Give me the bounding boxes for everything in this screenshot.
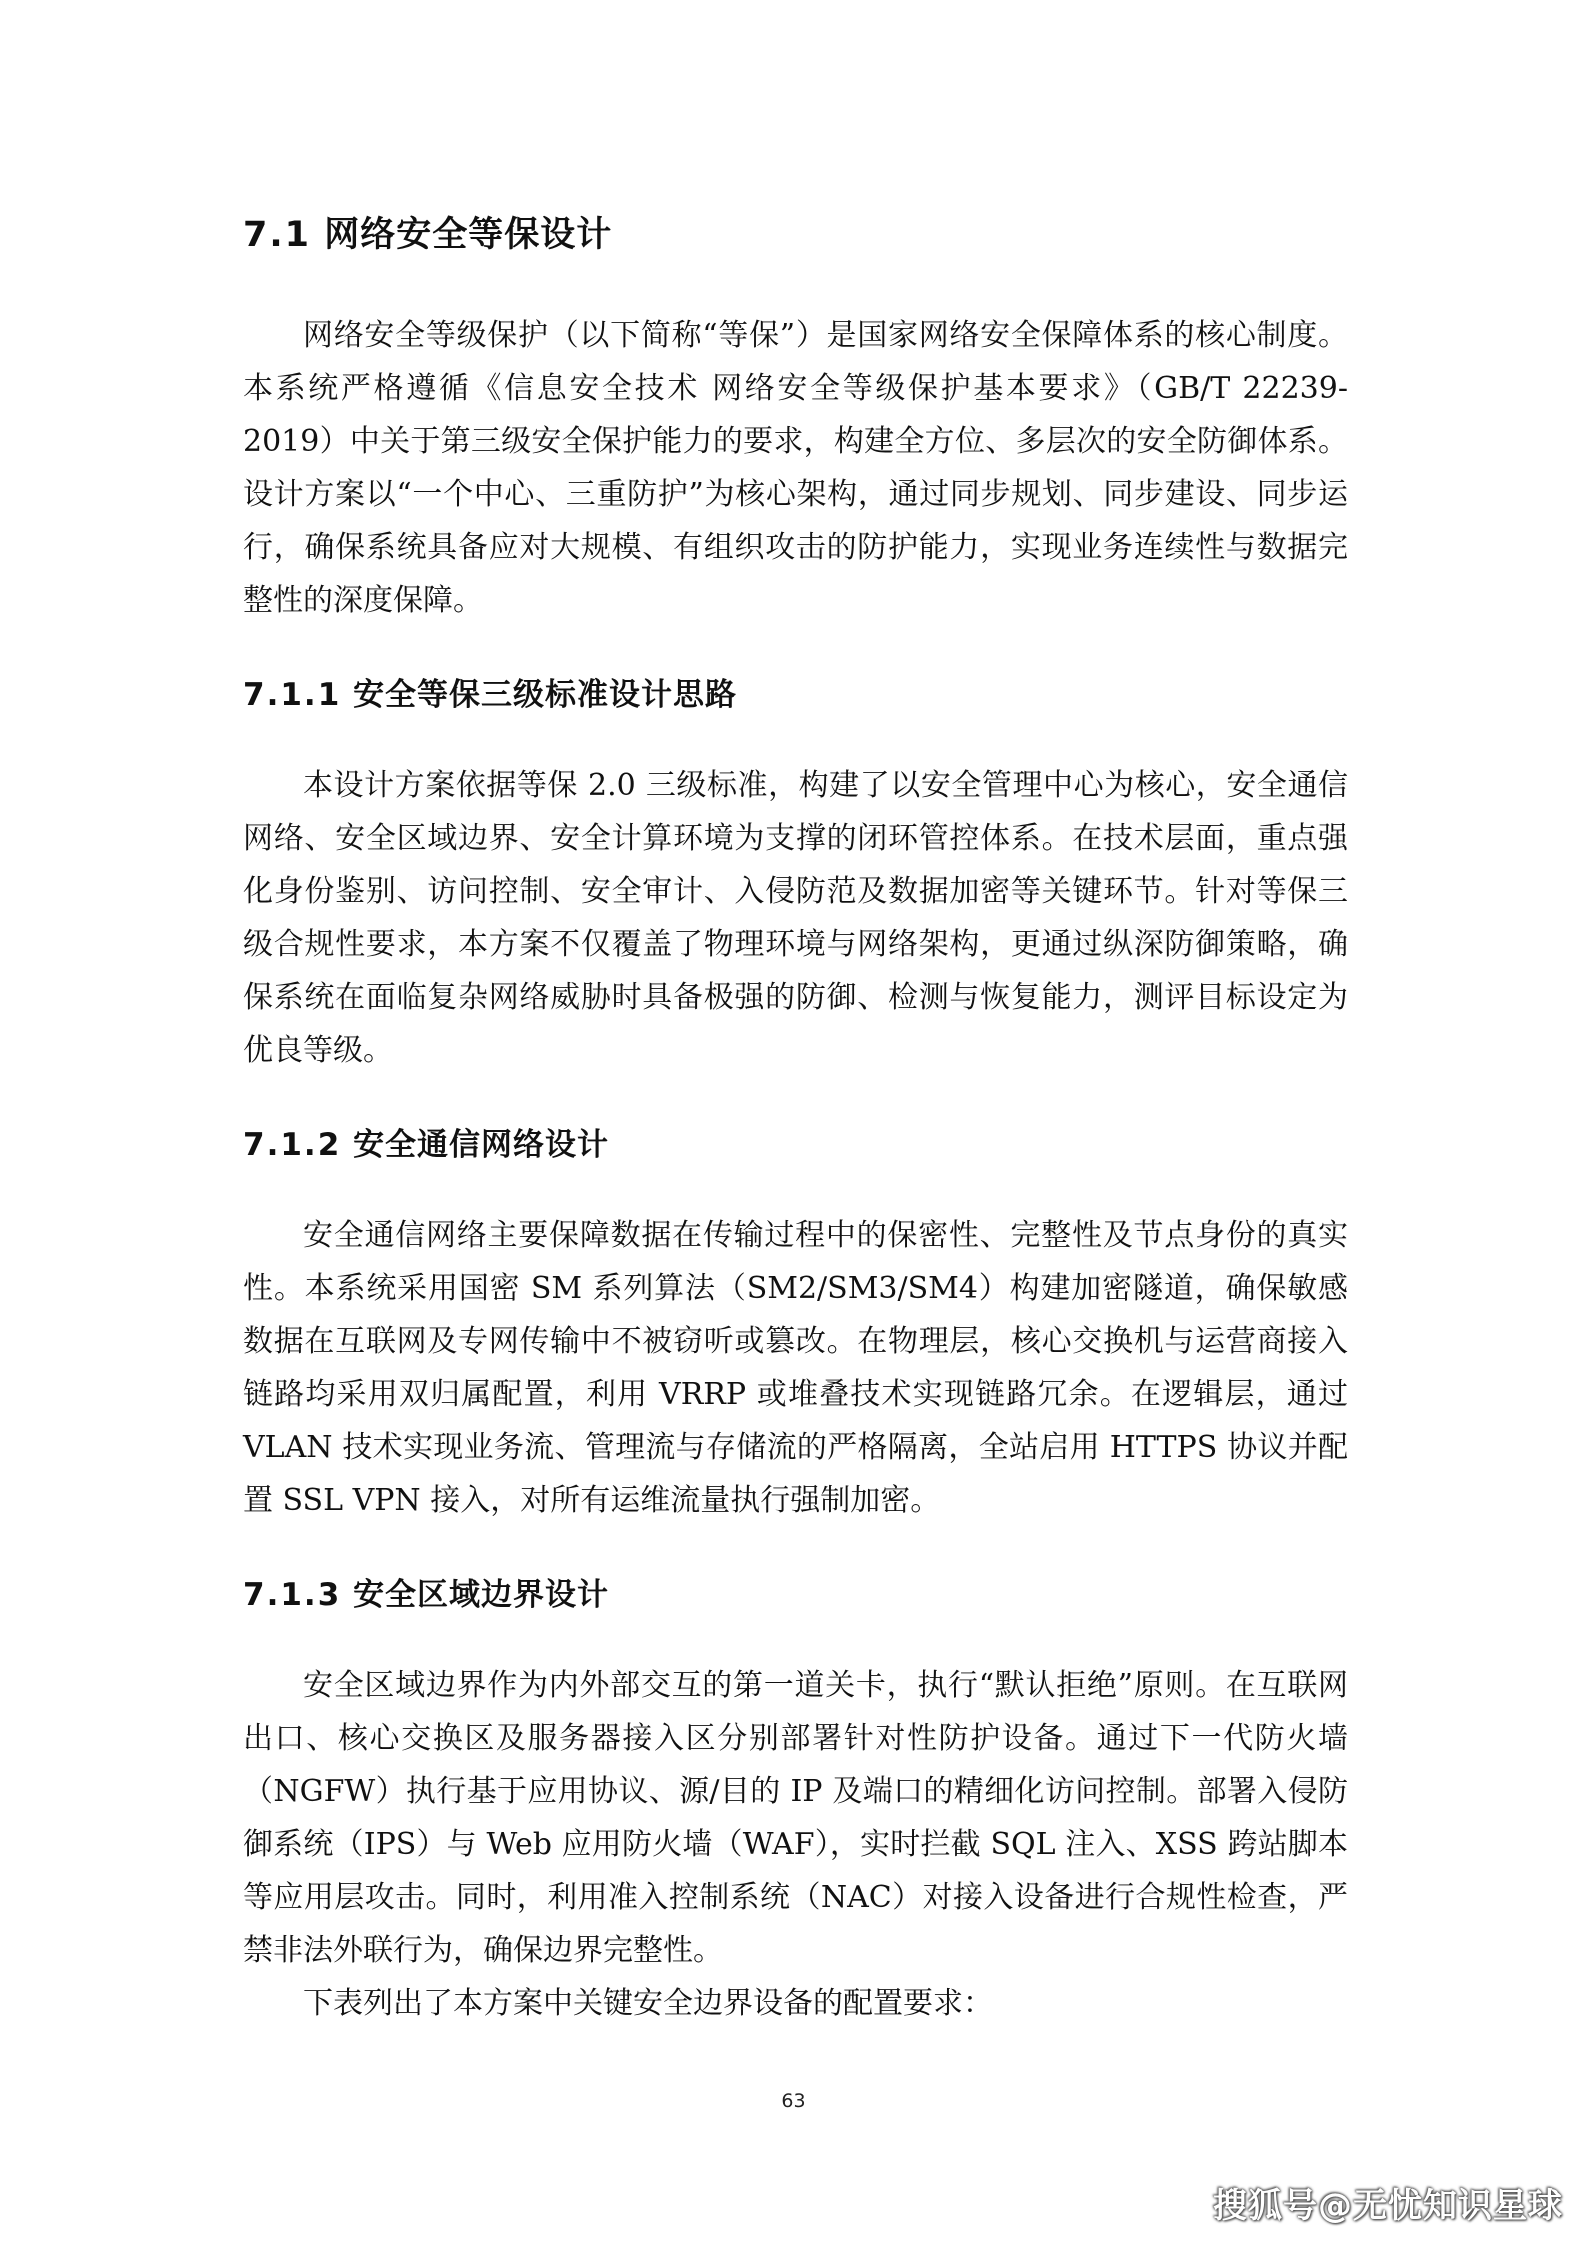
subsection-heading-7-1-1 xyxy=(243,667,1348,723)
page-number: 63 xyxy=(781,2090,806,2112)
watermark: 搜狐号@无忧知识星球 xyxy=(1213,2186,1563,2226)
subsection-title: 安全通信网络设计 xyxy=(353,1127,610,1163)
subsection-title: 安全等保三级标准设计思路 xyxy=(353,677,738,713)
section-title: 网络安全等保设计 xyxy=(324,215,613,255)
section-heading xyxy=(243,205,1348,265)
subsection-heading-7-1-3 xyxy=(243,1567,1348,1623)
page-content xyxy=(243,205,1348,2030)
subsection-heading-7-1-2 xyxy=(243,1117,1348,1173)
section-number: 7.1 xyxy=(243,215,312,255)
body-paragraph: 安全通信网络主要保障数据在传输过程中的保密性、完整性及节点身份的真实性。本系统采用国密 SM 系列算法（SM2/SM3/SM4）构建加密隧道，确保敏感数据在互联网及专网传输中不被窃听或篡改。在物理层，核心交换机与运营商接入链路均采用双归属配置，利用 VRRP 或堆叠技术实现链路冗余。在逻辑层，通过 VLAN 技术实现业务流、管理流与存储流的严格隔离，全站启用 HTTPS 协议并配置 SSL VPN 接入，对所有运维流量执行强制加密。 xyxy=(243,1218,1348,1518)
subsection-title: 安全区域边界设计 xyxy=(353,1577,610,1613)
subsection-number: 7.1.1 xyxy=(243,677,342,713)
body-paragraph: 本设计方案依据等保 2.0 三级标准，构建了以安全管理中心为核心，安全通信网络、安全区域边界、安全计算环境为支撑的闭环管控体系。在技术层面，重点强化身份鉴别、访问控制、安全审计、入侵防范及数据加密等关键环节。针对等保三级合规性要求，本方案不仅覆盖了物理环境与网络架构，更通过纵深防御策略，确保系统在面临复杂网络威胁时具备极强的防御、检测与恢复能力，测评目标设定为优良等级。 xyxy=(243,768,1348,1068)
body-paragraph: 安全区域边界作为内外部交互的第一道关卡，执行“默认拒绝”原则。在互联网出口、核心交换区及服务器接入区分别部署针对性防护设备。通过下一代防火墙（NGFW）执行基于应用协议、源/目的 IP 及端口的精细化访问控制。部署入侵防御系统（IPS）与 Web 应用防火墙（WAF），实时拦截 SQL 注入、XSS 跨站脚本等应用层攻击。同时，利用准入控制系统（NAC）对接入设备进行合规性检查，严禁非法外联行为，确保边界完整性。 xyxy=(243,1668,1348,1968)
subsection-number: 7.1.2 xyxy=(243,1127,342,1163)
section-intro-paragraph: 网络安全等级保护（以下简称“等保”）是国家网络安全保障体系的核心制度。本系统严格遵循《信息安全技术 网络安全等级保护基本要求》（GB/T 22239-2019）中关于第三级安全保护能力的要求，构建全方位、多层次的安全防御体系。设计方案以“一个中心、三重防护”为核心架构，通过同步规划、同步建设、同步运行，确保系统具备应对大规模、有组织攻击的防护能力，实现业务连续性与数据完整性的深度保障。 xyxy=(243,318,1348,618)
table-intro-paragraph: 下表列出了本方案中关键安全边界设备的配置要求： xyxy=(303,1986,993,2021)
subsection-number: 7.1.3 xyxy=(243,1577,342,1613)
